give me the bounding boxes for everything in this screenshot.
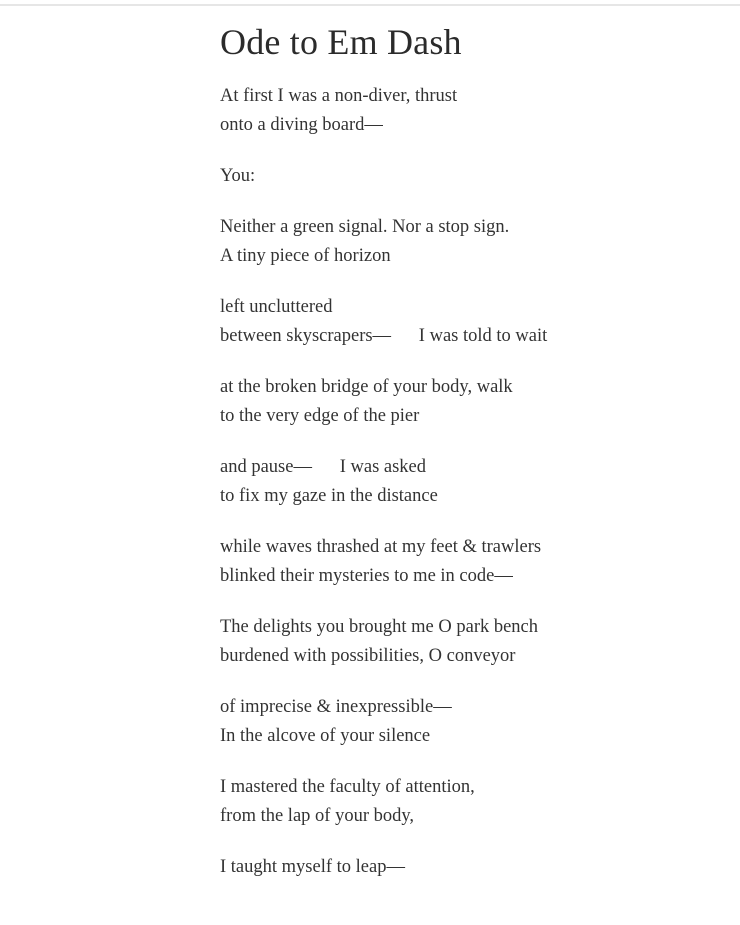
poem-line: to the very edge of the pier bbox=[220, 406, 420, 426]
stanza bbox=[220, 293, 720, 351]
stanza bbox=[220, 693, 720, 751]
poem-line: In the alcove of your silence bbox=[220, 726, 431, 746]
poem-line: A tiny piece of horizon bbox=[220, 246, 391, 266]
poem-line: I taught myself to leap— bbox=[220, 857, 405, 877]
stanza bbox=[220, 773, 720, 831]
poem-line: At first I was a non-diver, thrust bbox=[220, 86, 458, 106]
stanza bbox=[220, 213, 720, 271]
poem-line: and pause— I was asked bbox=[220, 457, 427, 477]
poem-title: Ode to Em Dash bbox=[220, 22, 462, 62]
stanza bbox=[220, 82, 720, 140]
poem-line: The delights you brought me O park bench bbox=[220, 617, 539, 637]
stanza bbox=[220, 162, 720, 191]
poem-line: at the broken bridge of your body, walk bbox=[220, 377, 513, 397]
stanza bbox=[220, 853, 720, 882]
stanza bbox=[220, 373, 720, 431]
poem-line: between skyscrapers— I was told to wait bbox=[220, 326, 548, 346]
stanza bbox=[220, 613, 720, 671]
poem-line: onto a diving board— bbox=[220, 115, 383, 135]
poem-line: Neither a green signal. Nor a stop sign. bbox=[220, 217, 510, 237]
poem-line: from the lap of your body, bbox=[220, 806, 415, 826]
poem bbox=[220, 20, 720, 904]
poem-line: I mastered the faculty of attention, bbox=[220, 777, 475, 797]
poem-line: to fix my gaze in the distance bbox=[220, 486, 438, 506]
poem-line: while waves thrashed at my feet & trawlers bbox=[220, 537, 542, 557]
stanza bbox=[220, 453, 720, 511]
poem-line: left uncluttered bbox=[220, 297, 333, 317]
poem-line: You: bbox=[220, 166, 256, 186]
poem-line: blinked their mysteries to me in code— bbox=[220, 566, 513, 586]
top-divider bbox=[0, 4, 740, 6]
stanza bbox=[220, 533, 720, 591]
poem-line: of imprecise & inexpressible— bbox=[220, 697, 452, 717]
poem-line: burdened with possibilities, O conveyor bbox=[220, 646, 516, 666]
